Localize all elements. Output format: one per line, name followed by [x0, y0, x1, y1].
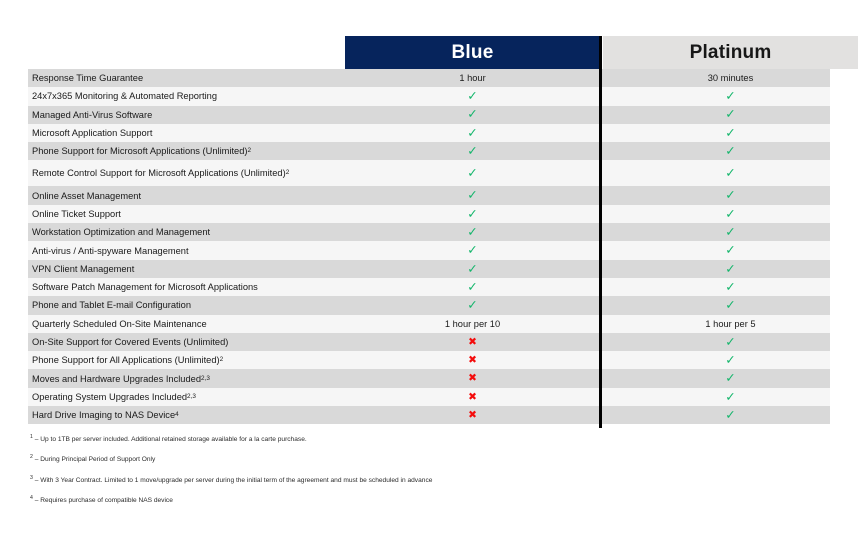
footnote-text: – Requires purchase of compatible NAS device: [32, 497, 173, 505]
check-icon: ✓: [725, 406, 736, 422]
footnote-text: – With 3 Year Contract. Limited to 1 move/upgrade per server during the initial term of the agreement and must be scheduled in advance: [32, 476, 433, 484]
feature-label: [32, 205, 121, 223]
check-icon: ✓: [467, 242, 478, 258]
cell-platinum: [603, 69, 858, 87]
cell-blue: [345, 278, 600, 296]
table-row: [28, 278, 830, 296]
check-icon: ✓: [725, 242, 736, 258]
cell-blue: [345, 69, 600, 87]
feature-label-text: VPN Client Management: [32, 263, 135, 274]
cross-icon: ✖: [468, 372, 477, 385]
feature-label-text: Quarterly Scheduled On-Site Maintenance: [32, 318, 207, 329]
check-icon: ✓: [467, 260, 478, 276]
cross-icon: ✖: [468, 408, 477, 421]
feature-label-text: Software Patch Management for Microsoft Applications: [32, 282, 258, 293]
cell-platinum: [603, 315, 858, 333]
cell-platinum: [603, 223, 858, 241]
table-row: [28, 87, 830, 105]
feature-label-text: 24x7x365 Monitoring & Automated Reporting: [32, 91, 218, 102]
footnote-text: – During Principal Period of Support Only: [32, 456, 156, 464]
feature-label: Moves and Hardware Upgrades Included 2,3: [32, 373, 210, 384]
check-icon: ✓: [467, 297, 478, 313]
footnote: [30, 497, 830, 505]
cell-platinum: [603, 124, 858, 142]
footnote-number: 3: [30, 474, 33, 481]
plan-header-platinum-label: Platinum: [689, 41, 772, 63]
table-row: [28, 315, 830, 333]
footnote-number: 2: [30, 454, 33, 461]
feature-label: Operating System Upgrades Included 2,3: [32, 391, 196, 402]
feature-label: [32, 69, 143, 87]
cell-blue: [345, 369, 600, 387]
cell-platinum: [603, 260, 858, 278]
cell-blue: [345, 106, 600, 124]
cell-value-text: 30 minutes: [707, 73, 754, 84]
check-icon: ✓: [725, 333, 736, 349]
feature-label: [32, 241, 189, 259]
check-icon: ✓: [725, 205, 736, 221]
check-icon: ✓: [467, 278, 478, 294]
feature-label-text: Microsoft Application Support: [32, 128, 153, 139]
feature-label: [32, 223, 210, 241]
cell-platinum: [603, 406, 858, 424]
plan-header-row: [28, 36, 830, 69]
check-icon: ✓: [725, 297, 736, 313]
feature-label: Remote Control Support for Microsoft Applications (Unlimited) 2: [32, 168, 290, 179]
feature-label: Hard Drive Imaging to NAS Device 4: [32, 410, 179, 421]
cell-blue: [345, 333, 600, 351]
feature-label-text: Operating System Upgrades Included: [32, 391, 188, 402]
feature-label-text: On-Site Support for Covered Events (Unlimited): [32, 337, 229, 347]
feature-label-text: Online Ticket Support: [32, 208, 121, 219]
cell-value-text: 1 hour per 5: [705, 318, 756, 329]
cell-platinum: [603, 142, 858, 160]
table-row: [28, 369, 830, 387]
feature-label: [32, 186, 141, 204]
footnotes-list: [30, 433, 830, 518]
cell-platinum: [603, 241, 858, 259]
footnote: [30, 433, 830, 444]
table-row: [28, 296, 830, 314]
check-icon: ✓: [467, 106, 478, 122]
feature-comparison-table: [28, 69, 830, 424]
feature-label-text: Phone and Tablet E-mail Configuration: [32, 300, 192, 311]
footnote: [30, 456, 830, 464]
table-row: [28, 388, 830, 406]
cell-blue: [345, 186, 600, 204]
cell-platinum: [603, 333, 858, 351]
feature-label: [32, 260, 134, 278]
check-icon: ✓: [725, 388, 736, 404]
feature-label: [32, 333, 228, 351]
cell-blue: [345, 241, 600, 259]
cell-value-text: 1 hour: [459, 73, 486, 84]
table-row: [28, 69, 830, 87]
feature-label: [32, 278, 258, 296]
table-row: [28, 205, 830, 223]
cell-platinum: [603, 87, 858, 105]
check-icon: ✓: [467, 143, 478, 159]
footnote-text: – Up to 1TB per server included. Additional retained storage available for a la carte purchase.: [32, 436, 307, 443]
check-icon: ✓: [725, 143, 736, 159]
check-icon: ✓: [725, 260, 736, 276]
cell-blue: [345, 406, 600, 424]
check-icon: ✓: [725, 370, 736, 386]
cell-value-text: 1 hour per 10: [444, 318, 501, 329]
check-icon: ✓: [725, 106, 736, 122]
table-row: [28, 241, 830, 259]
cell-blue: [345, 124, 600, 142]
cell-blue: [345, 223, 600, 241]
feature-label-text: Phone Support for Microsoft Applications (Unlimited): [32, 146, 248, 157]
check-icon: ✓: [467, 187, 478, 203]
cell-blue: [345, 351, 600, 369]
feature-label: Phone Support for All Applications (Unlimited) 2: [32, 355, 224, 366]
cross-icon: ✖: [468, 354, 477, 367]
feature-label-text: Phone Support for All Applications (Unlimited): [32, 355, 220, 366]
cell-blue: [345, 87, 600, 105]
feature-label-text: Hard Drive Imaging to NAS Device: [32, 410, 176, 421]
check-icon: ✓: [725, 352, 736, 368]
cell-blue: [345, 260, 600, 278]
feature-label: [32, 315, 207, 333]
feature-label-text: Managed Anti-Virus Software: [32, 109, 153, 120]
table-row: [28, 124, 830, 142]
table-row: [28, 160, 830, 186]
cell-platinum: [603, 186, 858, 204]
cell-blue: [345, 388, 600, 406]
cell-platinum: [603, 106, 858, 124]
check-icon: ✓: [725, 223, 736, 239]
cell-platinum: [603, 160, 858, 186]
column-divider: [599, 36, 602, 428]
cell-platinum: [603, 296, 858, 314]
cell-platinum: [603, 388, 858, 406]
feature-label-text: Response Time Guarantee: [32, 73, 144, 84]
cross-icon: ✖: [468, 390, 477, 403]
footnote: [30, 474, 830, 485]
table-row: [28, 186, 830, 204]
check-icon: ✓: [467, 223, 478, 239]
feature-label: Phone Support for Microsoft Applications (Unlimited) 2: [32, 146, 252, 157]
feature-label: [32, 106, 152, 124]
check-icon: ✓: [725, 278, 736, 294]
plan-header-blue-label: Blue: [451, 41, 494, 63]
check-icon: ✓: [467, 88, 478, 104]
footnote-number: 4: [30, 495, 33, 502]
cell-platinum: [603, 369, 858, 387]
plan-header-blue: [345, 36, 600, 69]
cell-platinum: [603, 205, 858, 223]
table-row: [28, 351, 830, 369]
cell-platinum: [603, 278, 858, 296]
plan-header-platinum: [603, 36, 858, 69]
check-icon: ✓: [725, 187, 736, 203]
feature-label: [32, 87, 217, 105]
table-row: [28, 106, 830, 124]
feature-label-text: Workstation Optimization and Management: [32, 227, 211, 238]
table-row: [28, 260, 830, 278]
cell-blue: [345, 315, 600, 333]
cell-blue: [345, 205, 600, 223]
check-icon: ✓: [467, 124, 478, 140]
table-row: [28, 142, 830, 160]
feature-label: [32, 296, 191, 314]
check-icon: ✓: [725, 165, 736, 181]
feature-label: [32, 124, 152, 142]
cell-blue: [345, 160, 600, 186]
footnote-number: 1: [30, 433, 33, 440]
table-row: [28, 223, 830, 241]
feature-label-text: Online Asset Management: [32, 190, 142, 201]
table-row: [28, 333, 830, 351]
check-icon: ✓: [467, 165, 478, 181]
feature-label-text: Anti-virus / Anti-spyware Management: [32, 245, 189, 256]
feature-label-text: Remote Control Support for Microsoft Applications (Unlimited): [32, 168, 286, 179]
cell-blue: [345, 142, 600, 160]
feature-label-text: Moves and Hardware Upgrades Included: [32, 373, 201, 384]
table-row: [28, 406, 830, 424]
check-icon: ✓: [725, 124, 736, 140]
check-icon: ✓: [467, 205, 478, 221]
cell-blue: [345, 296, 600, 314]
check-icon: ✓: [725, 88, 736, 104]
cell-platinum: [603, 351, 858, 369]
cross-icon: ✖: [468, 335, 477, 348]
